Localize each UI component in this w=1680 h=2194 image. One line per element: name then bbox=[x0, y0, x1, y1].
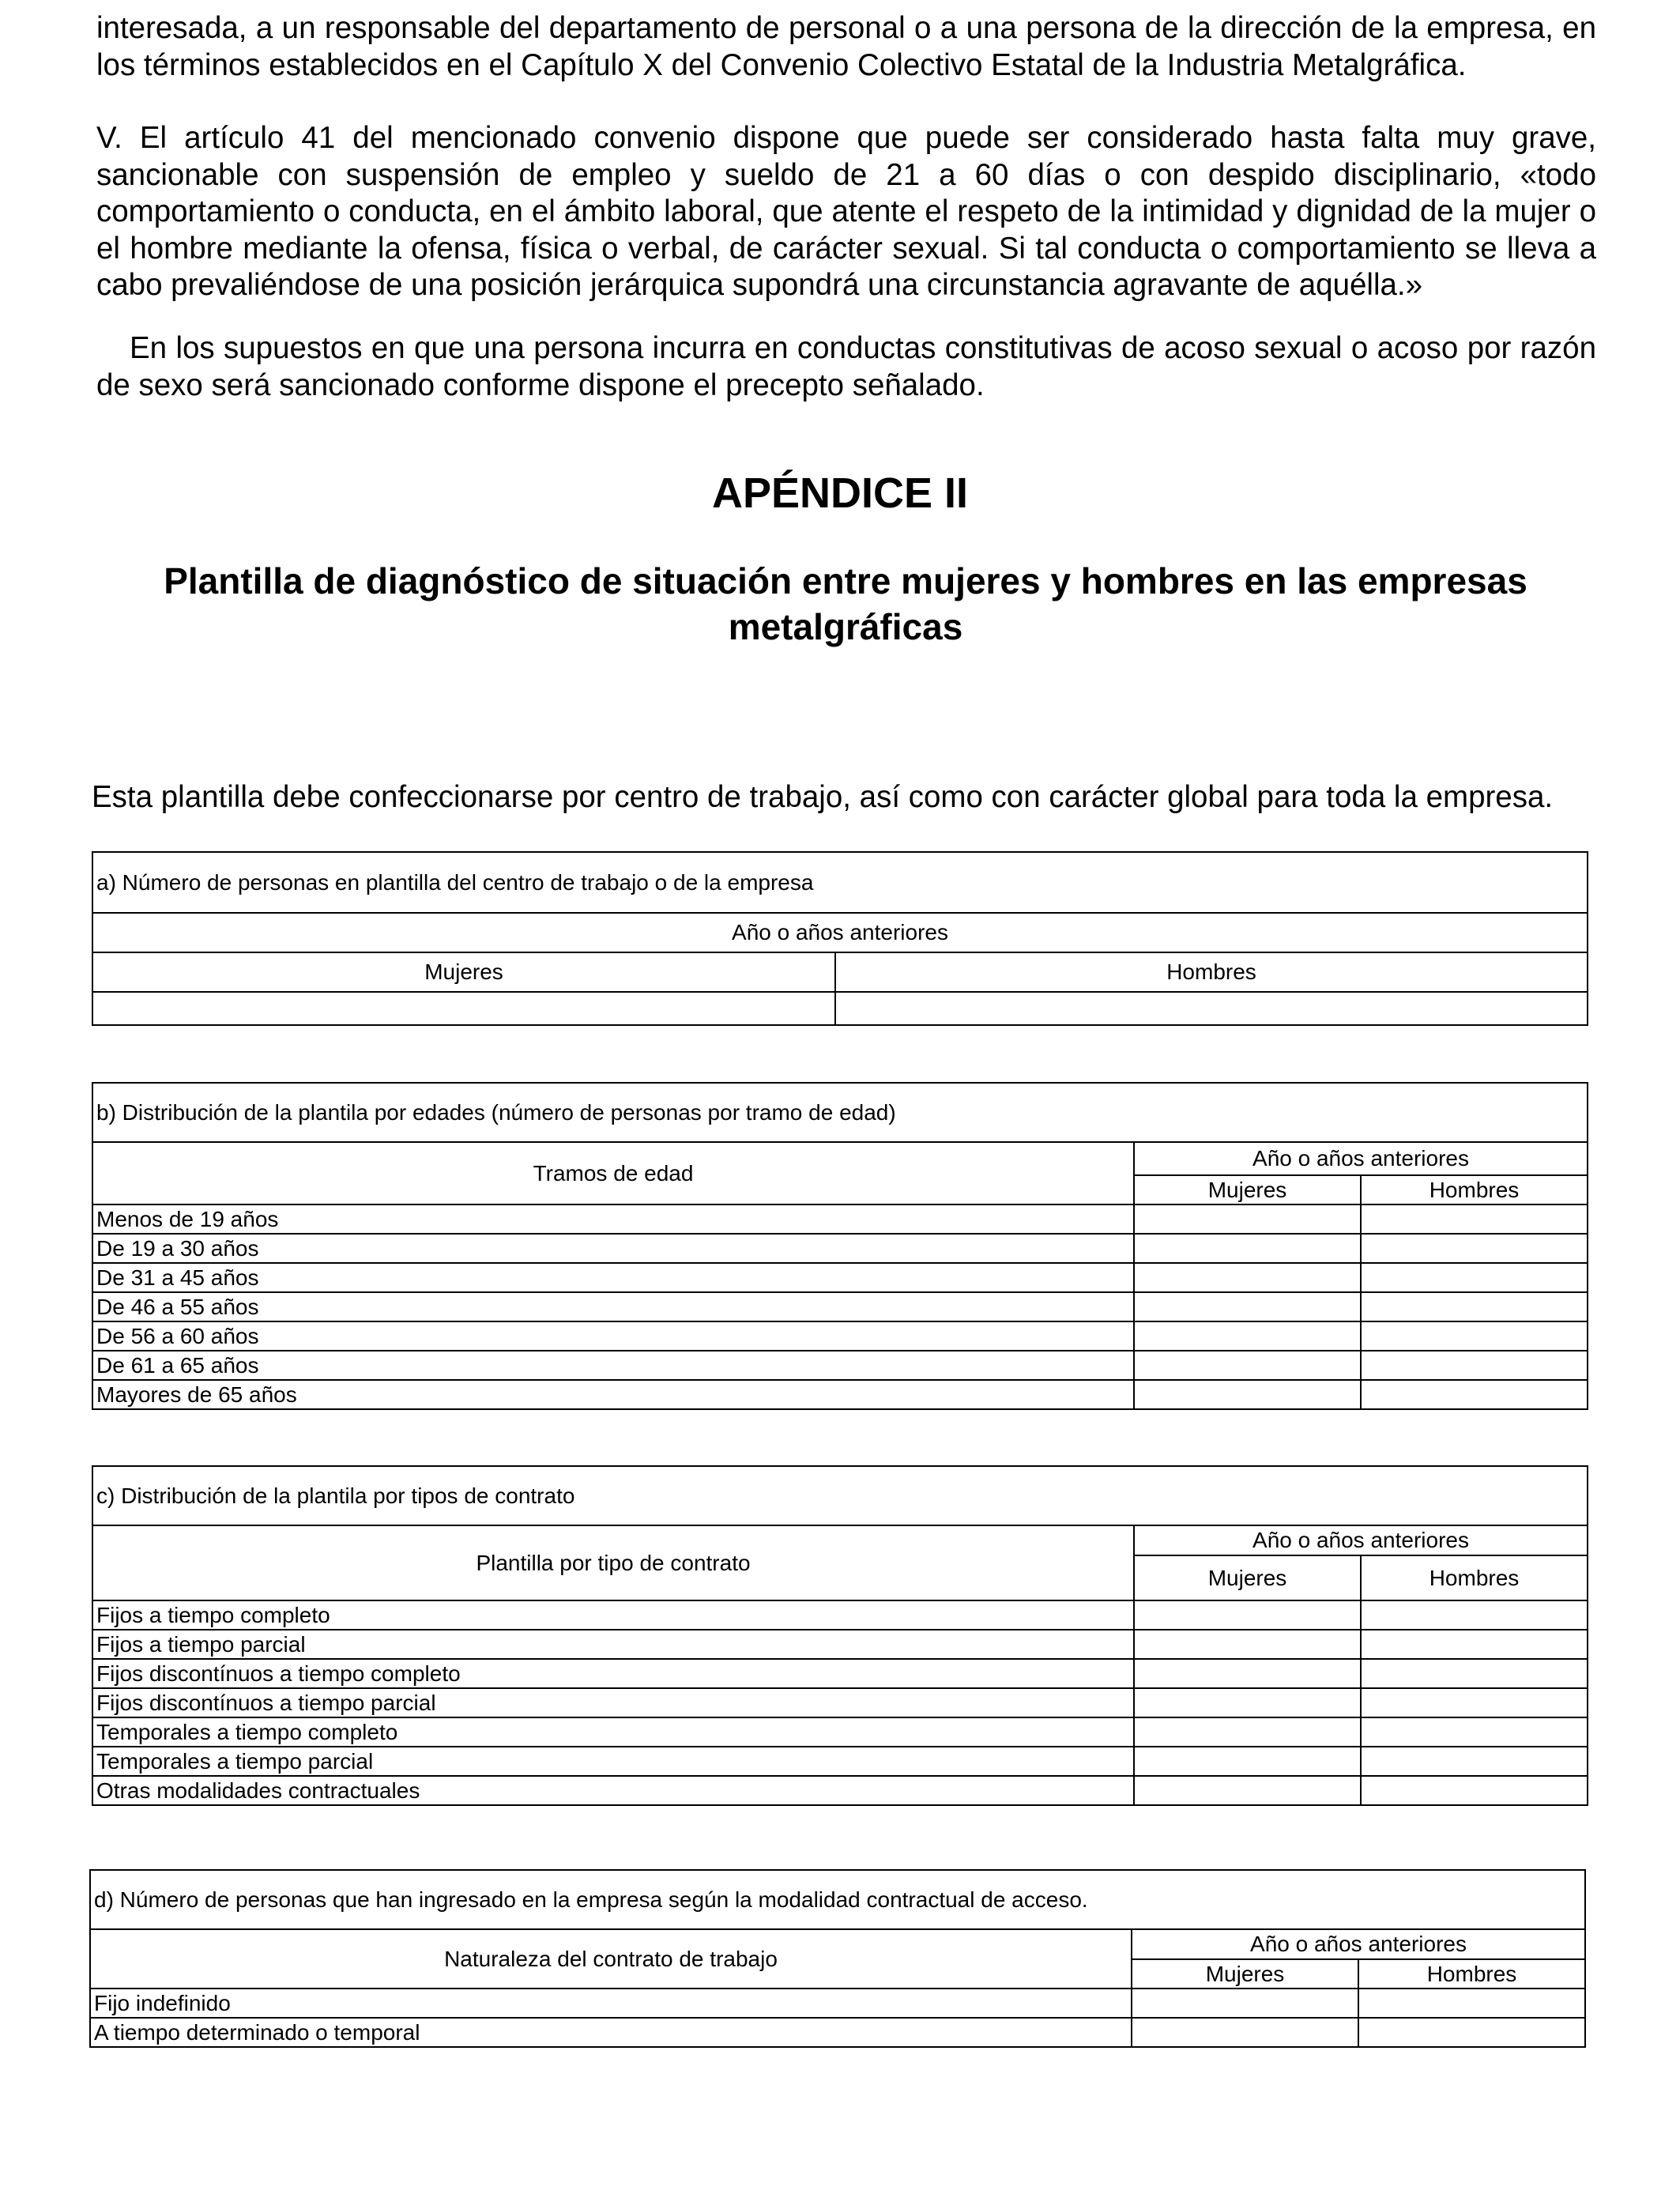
table-c-row bbox=[92, 1717, 1588, 1747]
table-c-contract-types bbox=[92, 1465, 1588, 1806]
table-b-row-label: De 61 a 65 años bbox=[92, 1351, 1134, 1380]
table-c-women-header: Mujeres bbox=[1134, 1555, 1361, 1600]
appendix-subtitle: Plantilla de diagnóstico de situación entre mujeres y hombres en las empresas metalgráficas bbox=[164, 560, 1527, 647]
table-c-women-cell[interactable] bbox=[1134, 1659, 1361, 1688]
table-c-title: c) Distribución de la plantila por tipos de contrato bbox=[92, 1466, 1588, 1525]
table-b-women-cell[interactable] bbox=[1134, 1292, 1361, 1321]
table-d-title: d) Número de personas que han ingresado en la empresa según la modalidad contractual de acceso. bbox=[90, 1870, 1585, 1929]
paragraph-sanction: En los supuestos en que una persona incurra en conductas constitutivas de acoso sexual o acoso por razón de sexo será sancionado conforme dispone el precepto señalado. bbox=[96, 331, 1596, 402]
table-c-row bbox=[92, 1747, 1588, 1776]
table-c-row bbox=[92, 1659, 1588, 1688]
table-b-men-cell[interactable] bbox=[1361, 1380, 1588, 1409]
table-b-row-header: Tramos de edad bbox=[92, 1142, 1134, 1204]
table-a-staff-count bbox=[92, 851, 1588, 1026]
table-c-row-label: Temporales a tiempo completo bbox=[92, 1717, 1134, 1747]
table-c-row bbox=[92, 1776, 1588, 1805]
appendix-heading: APÉNDICE II bbox=[711, 469, 969, 517]
table-b-row bbox=[92, 1263, 1588, 1292]
appendix-intro: Esta plantilla debe confeccionarse por centro de trabajo, así como con carácter global para toda la empresa. bbox=[92, 780, 1554, 814]
table-d-women-cell[interactable] bbox=[1132, 1989, 1358, 2018]
table-b-row-label: De 19 a 30 años bbox=[92, 1234, 1134, 1263]
table-c-men-cell[interactable] bbox=[1361, 1630, 1588, 1659]
paragraph-continuation: interesada, a un responsable del departamento de personal o a una persona de la dirección de la empresa, en los términos establecidos en el Capítulo X del Convenio Colectivo Estatal de la Industria Metalgráfica. bbox=[96, 11, 1596, 82]
table-b-men-cell[interactable] bbox=[1361, 1204, 1588, 1234]
table-b-row-label: De 56 a 60 años bbox=[92, 1321, 1134, 1351]
table-d-row bbox=[90, 1989, 1585, 2018]
table-b-men-cell[interactable] bbox=[1361, 1234, 1588, 1263]
table-d-women-cell[interactable] bbox=[1132, 2018, 1358, 2047]
table-b-men-cell[interactable] bbox=[1361, 1351, 1588, 1380]
table-c-row-label: Fijos discontínuos a tiempo parcial bbox=[92, 1688, 1134, 1717]
table-b-years-header: Año o años anteriores bbox=[1134, 1142, 1588, 1175]
table-b-row-label: De 46 a 55 años bbox=[92, 1292, 1134, 1321]
paragraph-article-41: V. El artículo 41 del mencionado convenio dispone que puede ser considerado hasta falta muy grave, sancionable con suspensión de empleo y sueldo de 21 a 60 días o con despido disciplinario, «todo comportamiento o conducta, en el ámbito laboral, que atente el respeto de la intimidad y dignidad de la mujer o el hombre mediante la ofensa, física o verbal, de carácter sexual. Si tal conducta o comportamiento se lleva a cabo prevaliéndose de una posición jerárquica supondrá una circunstancia agravante de aquélla.» bbox=[96, 121, 1596, 302]
table-a-men-cell[interactable] bbox=[835, 992, 1588, 1025]
table-a-women-header: Mujeres bbox=[92, 952, 835, 992]
table-c-men-cell[interactable] bbox=[1361, 1659, 1588, 1688]
table-c-men-cell[interactable] bbox=[1361, 1776, 1588, 1805]
table-b-women-header: Mujeres bbox=[1134, 1175, 1361, 1204]
table-c-men-cell[interactable] bbox=[1361, 1600, 1588, 1630]
table-c-women-cell[interactable] bbox=[1134, 1688, 1361, 1717]
table-b-age-distribution bbox=[92, 1082, 1588, 1410]
table-b-row bbox=[92, 1292, 1588, 1321]
table-a-title: a) Número de personas en plantilla del centro de trabajo o de la empresa bbox=[92, 852, 1588, 913]
table-c-men-cell[interactable] bbox=[1361, 1747, 1588, 1776]
table-d-row-label: A tiempo determinado o temporal bbox=[90, 2018, 1132, 2047]
table-a-years-header: Año o años anteriores bbox=[92, 913, 1588, 952]
table-b-row bbox=[92, 1380, 1588, 1409]
table-b-men-header: Hombres bbox=[1361, 1175, 1588, 1204]
table-b-row bbox=[92, 1351, 1588, 1380]
table-d-row-header: Naturaleza del contrato de trabajo bbox=[90, 1929, 1132, 1989]
table-b-row-label: Menos de 19 años bbox=[92, 1204, 1134, 1234]
table-c-row-label: Temporales a tiempo parcial bbox=[92, 1747, 1134, 1776]
table-b-women-cell[interactable] bbox=[1134, 1204, 1361, 1234]
table-b-row bbox=[92, 1204, 1588, 1234]
table-b-women-cell[interactable] bbox=[1134, 1234, 1361, 1263]
table-c-row-header: Plantilla por tipo de contrato bbox=[92, 1525, 1134, 1600]
table-c-row-label: Fijos discontínuos a tiempo completo bbox=[92, 1659, 1134, 1688]
table-c-row-label: Otras modalidades contractuales bbox=[92, 1776, 1134, 1805]
table-b-men-cell[interactable] bbox=[1361, 1263, 1588, 1292]
table-c-men-cell[interactable] bbox=[1361, 1688, 1588, 1717]
table-c-women-cell[interactable] bbox=[1134, 1600, 1361, 1630]
table-c-years-header: Año o años anteriores bbox=[1134, 1525, 1588, 1555]
table-c-women-cell[interactable] bbox=[1134, 1717, 1361, 1747]
table-c-row bbox=[92, 1688, 1588, 1717]
table-a-men-header: Hombres bbox=[835, 952, 1588, 992]
table-b-women-cell[interactable] bbox=[1134, 1380, 1361, 1409]
table-c-row bbox=[92, 1600, 1588, 1630]
table-c-row-label: Fijos a tiempo completo bbox=[92, 1600, 1134, 1630]
table-b-men-cell[interactable] bbox=[1361, 1292, 1588, 1321]
table-d-access-contract bbox=[89, 1869, 1586, 2048]
table-b-men-cell[interactable] bbox=[1361, 1321, 1588, 1351]
table-c-women-cell[interactable] bbox=[1134, 1776, 1361, 1805]
table-d-years-header: Año o años anteriores bbox=[1132, 1929, 1585, 1959]
table-c-men-cell[interactable] bbox=[1361, 1717, 1588, 1747]
table-b-women-cell[interactable] bbox=[1134, 1351, 1361, 1380]
table-c-men-header: Hombres bbox=[1361, 1555, 1588, 1600]
table-b-women-cell[interactable] bbox=[1134, 1321, 1361, 1351]
table-a-women-cell[interactable] bbox=[92, 992, 835, 1025]
table-c-row-label: Fijos a tiempo parcial bbox=[92, 1630, 1134, 1659]
table-b-row-label: De 31 a 45 años bbox=[92, 1263, 1134, 1292]
table-c-row bbox=[92, 1630, 1588, 1659]
table-b-row-label: Mayores de 65 años bbox=[92, 1380, 1134, 1409]
table-c-women-cell[interactable] bbox=[1134, 1747, 1361, 1776]
table-c-women-cell[interactable] bbox=[1134, 1630, 1361, 1659]
table-d-men-header: Hombres bbox=[1358, 1959, 1585, 1989]
table-b-title: b) Distribución de la plantila por edades (número de personas por tramo de edad) bbox=[92, 1083, 1588, 1142]
table-b-women-cell[interactable] bbox=[1134, 1263, 1361, 1292]
table-d-women-header: Mujeres bbox=[1132, 1959, 1358, 1989]
table-d-row-label: Fijo indefinido bbox=[90, 1989, 1132, 2018]
table-b-row bbox=[92, 1234, 1588, 1263]
table-d-men-cell[interactable] bbox=[1358, 1989, 1585, 2018]
table-d-men-cell[interactable] bbox=[1358, 2018, 1585, 2047]
table-b-row bbox=[92, 1321, 1588, 1351]
table-d-row bbox=[90, 2018, 1585, 2047]
